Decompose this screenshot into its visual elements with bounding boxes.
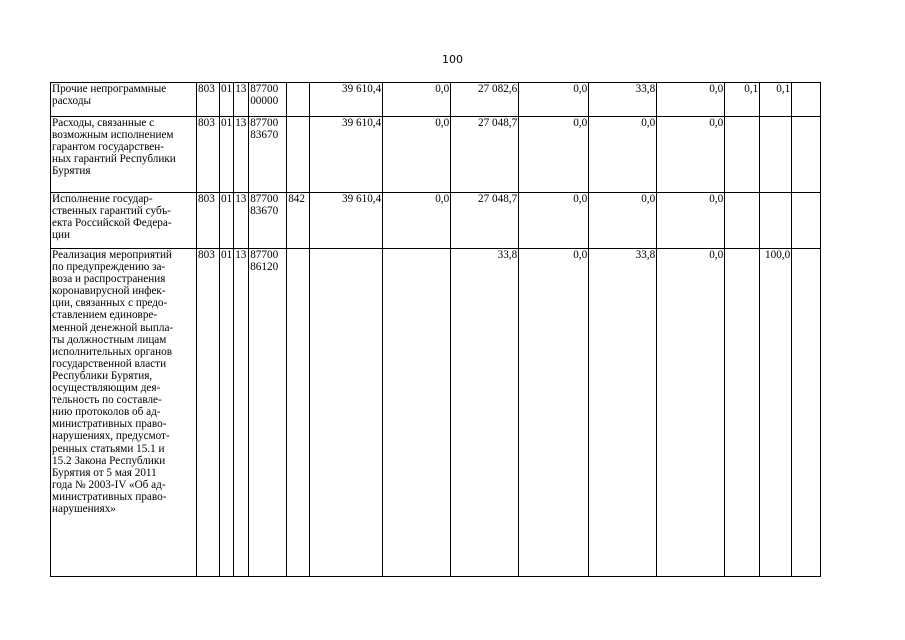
value-cell (725, 193, 760, 249)
value-cell: 0,0 (657, 117, 725, 193)
subsection-code: 13 (234, 117, 249, 193)
value-cell: 0,1 (760, 83, 792, 117)
subsection-code: 13 (234, 249, 249, 577)
row-name: Реализация мероприятий по предупреждению за- воза и распространения коронавирусной инфек- ции, связанных с предо- ставлением единовре- менной денежной выпла- ты должностным лицам исполнительных органов государственной власти Республики Бурятия, осуществляющим дея- тельность по составле- нию протоколов об ад- министративных право- нарушениях, предусмот- ренных статьями 15.1 и 15.2 Закона Республики Бурятия от 5 мая 2011 года № 2003-IV «Об ад- министративных право- нарушениях» (51, 249, 197, 577)
grbs-code: 803 (197, 117, 220, 193)
table-row (51, 249, 821, 577)
value-cell: 0,0 (657, 249, 725, 577)
value-cell (760, 193, 792, 249)
target-article-code: 87700 83670 (249, 193, 287, 249)
section-code: 01 (220, 249, 234, 577)
value-cell (310, 249, 383, 577)
value-cell: 0,0 (519, 83, 589, 117)
value-cell: 39 610,4 (310, 117, 383, 193)
value-cell: 0,0 (519, 117, 589, 193)
value-cell (383, 249, 451, 577)
value-cell: 27 048,7 (451, 193, 519, 249)
target-article-code: 87700 83670 (249, 117, 287, 193)
expense-type-code (287, 117, 310, 193)
value-cell (792, 83, 821, 117)
target-article-code: 87700 86120 (249, 249, 287, 577)
page-number: 100 (442, 53, 463, 66)
value-cell: 33,8 (451, 249, 519, 577)
section-code: 01 (220, 117, 234, 193)
value-cell: 0,0 (383, 117, 451, 193)
value-cell (792, 117, 821, 193)
value-cell (760, 117, 792, 193)
value-cell: 0,1 (725, 83, 760, 117)
value-cell: 0,0 (657, 83, 725, 117)
value-cell (725, 249, 760, 577)
value-cell: 27 048,7 (451, 117, 519, 193)
value-cell: 27 082,6 (451, 83, 519, 117)
value-cell: 0,0 (383, 193, 451, 249)
grbs-code: 803 (197, 83, 220, 117)
table-row (51, 83, 821, 117)
row-name: Расходы, связанные с возможным исполнением гарантом государствен- ных гарантий Республики Бурятия (51, 117, 197, 193)
row-name: Прочие непрограммные расходы (51, 83, 197, 117)
value-cell: 0,0 (657, 193, 725, 249)
value-cell: 100,0 (760, 249, 792, 577)
value-cell: 39 610,4 (310, 193, 383, 249)
grbs-code: 803 (197, 193, 220, 249)
value-cell (725, 117, 760, 193)
value-cell: 0,0 (383, 83, 451, 117)
target-article-code: 87700 00000 (249, 83, 287, 117)
expense-type-code (287, 83, 310, 117)
table-row (51, 117, 821, 193)
value-cell: 33,8 (589, 249, 657, 577)
grbs-code: 803 (197, 249, 220, 577)
subsection-code: 13 (234, 193, 249, 249)
expense-type-code (287, 249, 310, 577)
value-cell: 0,0 (519, 249, 589, 577)
section-code: 01 (220, 193, 234, 249)
subsection-code: 13 (234, 83, 249, 117)
value-cell: 0,0 (519, 193, 589, 249)
row-name: Исполнение государ- ственных гарантий субъ- екта Российской Федера- ции (51, 193, 197, 249)
value-cell: 0,0 (589, 193, 657, 249)
value-cell: 39 610,4 (310, 83, 383, 117)
budget-table (50, 82, 821, 577)
expense-type-code: 842 (287, 193, 310, 249)
value-cell: 0,0 (589, 117, 657, 193)
value-cell (792, 249, 821, 577)
value-cell: 33,8 (589, 83, 657, 117)
value-cell (792, 193, 821, 249)
table-row (51, 193, 821, 249)
section-code: 01 (220, 83, 234, 117)
